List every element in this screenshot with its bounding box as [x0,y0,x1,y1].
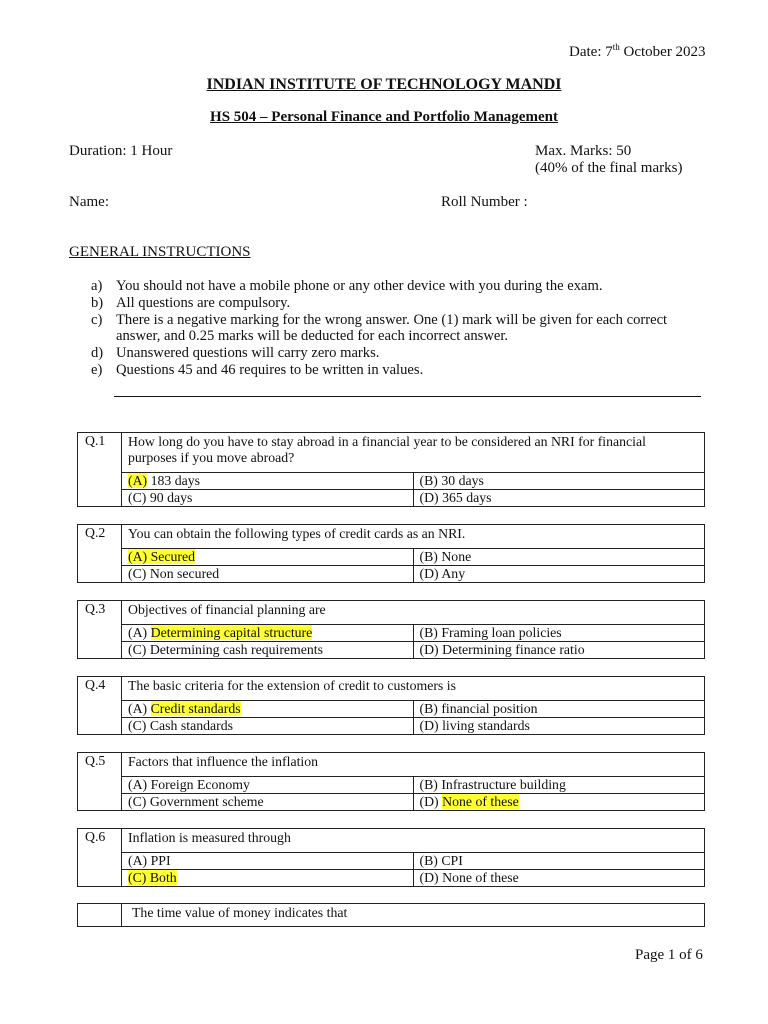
option-a [122,549,414,566]
option-c: (C) Government scheme [122,794,414,811]
instruction-item: e) Questions 45 and 46 requires to be written in values. [91,361,424,378]
option-c: (C) Non secured [122,566,414,583]
instruction-text: Questions 45 and 46 requires to be written in values. [116,361,424,378]
question-number: Q.6 [78,829,122,887]
max-marks: Max. Marks: 50 [535,143,632,159]
highlight-mark: (A) Secured [128,549,196,564]
institute-title: INDIAN INSTITUTE OF TECHNOLOGY MANDI [206,76,562,93]
instruction-text: Unanswered questions will carry zero marks. [116,345,380,362]
option-a: (A) Foreign Economy [122,777,414,794]
option-c: (C) Determining cash requirements [122,642,414,659]
option-b: (B) financial position [413,701,705,718]
question-3 [77,600,705,659]
question-4 [77,676,705,735]
question-number: Q.3 [78,601,122,659]
option-c: (C) Cash standards [122,718,414,735]
highlight-mark: Credit standards [150,701,241,716]
option-d: (D) None of these [413,794,705,811]
option-b: (B) CPI [413,853,705,870]
question-text: Factors that influence the inflation [122,753,705,777]
highlight-mark: (A) [128,473,148,488]
question-1 [77,432,705,507]
option-a: (A) Determining capital structure [122,625,414,642]
option-d: (D) Any [413,566,705,583]
option-b: (B) Infrastructure building [413,777,705,794]
option-d: (D) Determining finance ratio [413,642,705,659]
duration: Duration: 1 Hour [69,143,173,159]
question-text: You can obtain the following types of credit cards as an NRI. [122,525,705,549]
option-a: (A) 183 days [122,473,414,490]
roll-number-label: Roll Number : [441,194,528,210]
question-2 [77,524,705,583]
highlight-mark: Determining capital structure [150,625,313,640]
highlight-mark: None of these [442,794,519,809]
instruction-item: a) You should not have a mobile phone or any other device with you during the exam. [91,278,603,294]
marks-share: (40% of the final marks) [535,160,683,176]
option-b: (B) 30 days [413,473,705,490]
question-number: Q.5 [78,753,122,811]
option-a: (A) PPI [122,853,414,870]
instructions-heading: GENERAL INSTRUCTIONS [69,244,251,260]
option-d: (D) 365 days [413,490,705,507]
exam-date: Date: 7th October 2023 [569,42,706,60]
question-text: The time value of money indicates that [122,904,705,927]
question-text: How long do you have to stay abroad in a financial year to be considered an NRI for financial purposes if you move abroad? [122,433,705,473]
question-text: The basic criteria for the extension of credit to customers is [122,677,705,701]
highlight-mark: (C) Both [128,870,177,885]
question-number: Q.4 [78,677,122,735]
option-d: (D) None of these [413,870,705,887]
option-b: (B) None [413,549,705,566]
option-a: (A) Credit standards [122,701,414,718]
question-text: Objectives of financial planning are [122,601,705,625]
separator-line [114,396,701,397]
instruction-item: b) All questions are compulsory. [91,294,291,311]
question-6 [77,828,705,887]
question-number [78,904,122,927]
question-5 [77,752,705,811]
instruction-item: d) Unanswered questions will carry zero marks. [91,345,380,362]
instructions-list [91,278,711,379]
question-7 [77,903,705,927]
option-c: (C) 90 days [122,490,414,507]
option-b: (B) Framing loan policies [413,625,705,642]
question-text: Inflation is measured through [122,829,705,853]
question-number: Q.2 [78,525,122,583]
option-c [122,870,414,887]
instruction-text: You should not have a mobile phone or any other device with you during the exam. [116,278,603,294]
option-d: (D) living standards [413,718,705,735]
name-label: Name: [69,194,109,210]
instruction-item: c) There is a negative marking for the wrong answer. One (1) mark will be given for each correct answer, and 0.25 marks will be deducted for each incorrect answer. [91,312,711,346]
course-title: HS 504 – Personal Finance and Portfolio Management [210,109,558,125]
instruction-text: There is a negative marking for the wrong answer. One (1) mark will be given for each correct answer, and 0.25 marks will be deducted for each incorrect answer. [116,311,668,345]
page-number: Page 1 of 6 [635,947,703,963]
question-number: Q.1 [78,433,122,507]
instruction-text: All questions are compulsory. [116,294,291,311]
